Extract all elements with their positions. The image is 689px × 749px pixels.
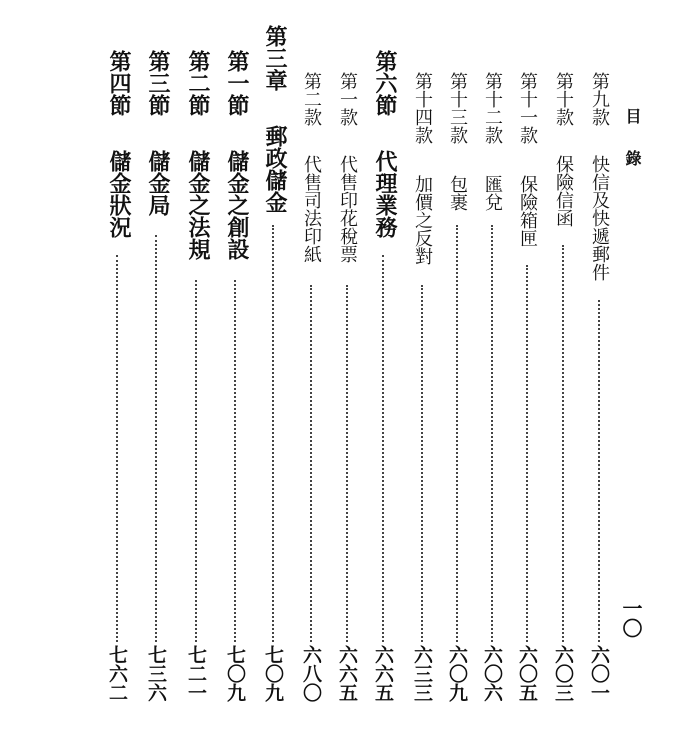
entry-label: 第三章 xyxy=(262,25,288,91)
dot-leader xyxy=(562,245,564,642)
page-header-title: 目錄 xyxy=(623,108,642,192)
page-number: 一〇 xyxy=(619,598,643,638)
entry-page: 六〇一 xyxy=(588,645,610,702)
dot-leader xyxy=(116,255,118,642)
entry-page: 六六五 xyxy=(372,645,394,702)
dot-leader xyxy=(598,300,600,642)
toc-entry[interactable] xyxy=(584,0,614,749)
entry-title: 加價之反對 xyxy=(412,175,433,265)
entry-page: 六六五 xyxy=(336,645,358,702)
entry-label: 第十一款 xyxy=(517,72,538,144)
entry-label: 第十四款 xyxy=(412,72,433,144)
entry-page: 六〇六 xyxy=(481,645,503,702)
entry-label: 第一節 xyxy=(224,50,250,116)
toc-entry[interactable] xyxy=(477,0,507,749)
dot-leader xyxy=(421,285,423,642)
entry-label: 第六節 xyxy=(372,50,398,116)
entry-label: 第二款 xyxy=(301,72,322,126)
entry-page: 六三三 xyxy=(411,645,433,702)
toc-entry[interactable] xyxy=(332,0,362,749)
entry-label: 第十二款 xyxy=(482,72,503,144)
dot-leader xyxy=(234,280,236,642)
entry-label: 第三節 xyxy=(145,50,171,116)
entry-title: 儲金局 xyxy=(145,150,171,216)
entry-title: 匯兌 xyxy=(482,175,503,211)
toc-entry[interactable] xyxy=(258,0,288,749)
entry-page: 六〇九 xyxy=(446,645,468,702)
toc-entry[interactable] xyxy=(368,0,398,749)
dot-leader xyxy=(155,235,157,642)
dot-leader xyxy=(491,225,493,642)
entry-page: 七六二 xyxy=(106,645,128,702)
entry-title: 保險信函 xyxy=(553,155,574,227)
entry-page: 七三六 xyxy=(145,645,167,702)
toc-entry[interactable] xyxy=(296,0,326,749)
toc-entry[interactable] xyxy=(141,0,171,749)
toc-entry[interactable] xyxy=(181,0,211,749)
entry-label: 第一款 xyxy=(337,72,358,126)
entry-title: 保險箱匣 xyxy=(517,175,538,247)
entry-title: 儲金狀況 xyxy=(106,150,132,238)
dot-leader xyxy=(346,285,348,642)
entry-title: 儲金之創設 xyxy=(224,150,250,260)
entry-label: 第四節 xyxy=(106,50,132,116)
toc-entry[interactable] xyxy=(407,0,437,749)
dot-leader xyxy=(456,225,458,642)
dot-leader xyxy=(272,225,274,642)
entry-title: 儲金之法規 xyxy=(185,150,211,260)
toc-entry[interactable] xyxy=(548,0,578,749)
toc-entry[interactable] xyxy=(102,0,132,749)
entry-title: 包裹 xyxy=(447,175,468,211)
entry-title: 快信及快遞郵件 xyxy=(589,155,610,281)
entry-page: 七〇九 xyxy=(224,645,246,702)
toc-entry[interactable] xyxy=(442,0,472,749)
entry-page: 六〇五 xyxy=(516,645,538,702)
entry-page: 七〇九 xyxy=(262,645,284,702)
entry-label: 第十三款 xyxy=(447,72,468,144)
toc-entry[interactable] xyxy=(220,0,250,749)
entry-title: 郵政儲金 xyxy=(262,125,288,213)
entry-title: 代售司法印紙 xyxy=(301,155,322,263)
entry-page: 六八〇 xyxy=(300,645,322,702)
dot-leader xyxy=(310,285,312,642)
dot-leader xyxy=(195,280,197,642)
toc-entry[interactable] xyxy=(512,0,542,749)
dot-leader xyxy=(526,265,528,642)
dot-leader xyxy=(382,255,384,642)
entry-label: 第九款 xyxy=(589,72,610,126)
entry-page: 七二一 xyxy=(185,645,207,702)
entry-title: 代售印花稅票 xyxy=(337,155,358,263)
entry-label: 第二節 xyxy=(185,50,211,116)
entry-page: 六〇三 xyxy=(552,645,574,702)
entry-label: 第十款 xyxy=(553,72,574,126)
entry-title: 代理業務 xyxy=(372,150,398,238)
